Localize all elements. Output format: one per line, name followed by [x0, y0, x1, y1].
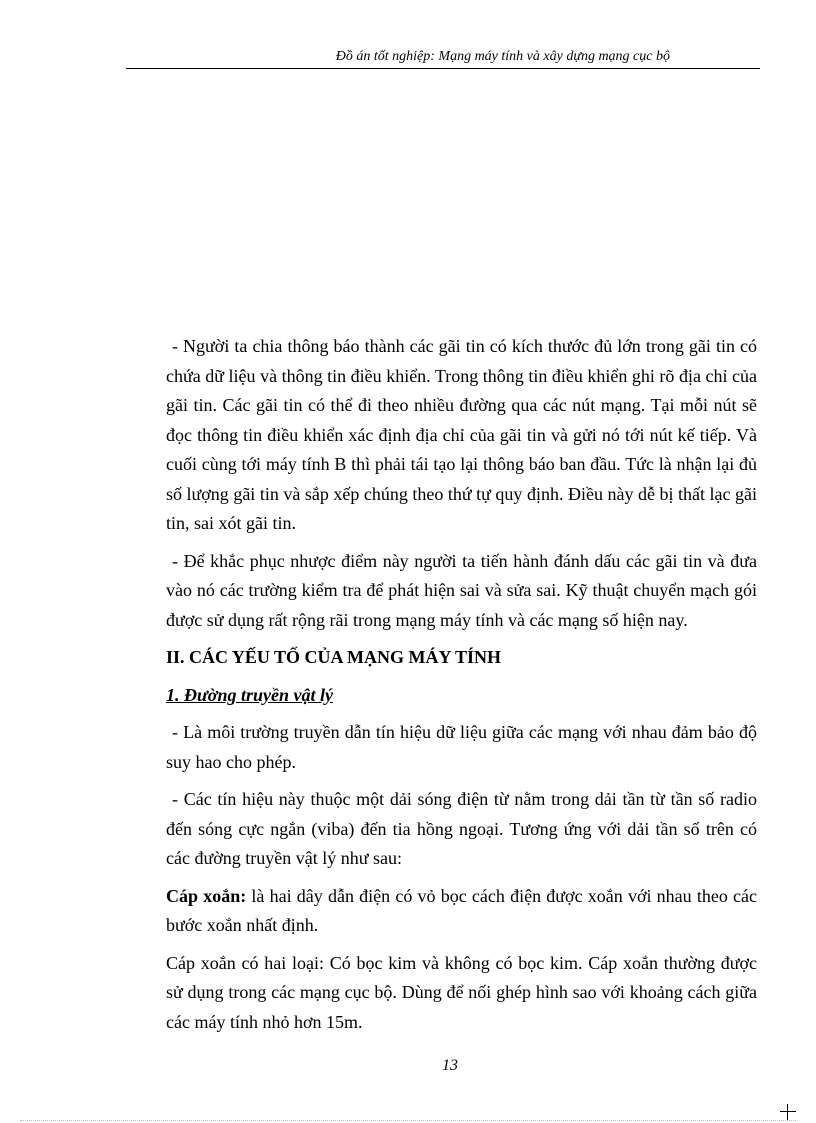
paragraph-twisted-pair: [166, 882, 757, 941]
running-header: Đồ án tốt nghiệp: Mạng máy tính và xây dựng mạng cục bộ: [335, 49, 670, 64]
page-number: 13: [442, 1057, 458, 1074]
paragraph-twisted-pair-types: Cáp xoắn có hai loại: Có bọc kim và không có bọc kim. Cáp xoắn thường được sử dụng trong các mạng cục bộ. Dùng để nối ghép hình sao với khoảng cách giữa các máy tính nhỏ hơn 15m.: [166, 952, 757, 1032]
bottom-dotted-rule: [20, 1120, 796, 1121]
page-body: [166, 332, 757, 1045]
header-rule: [126, 68, 760, 69]
paragraph-signal-band: - Các tín hiệu này thuộc một dải sóng điện từ nằm trong dải tần từ tần số radio đến sóng cực ngắn (viba) đến tia hồng ngoại. Tương ứng với dải tần số trên có các đường truyền vật lý như sau:: [166, 789, 757, 868]
paragraph-packet-split: - Người ta chia thông báo thành các gãi tin có kích thước đủ lớn trong gãi tin có chứa dữ liệu và thông tin điều khiển. Trong thông tin điều khiển ghi rõ địa chỉ của gãi tin. Các gãi tin có thể đi theo nhiều đường qua các nút mạng. Tại mỗi nút sẽ đọc thông tin điều khiển xác định địa chỉ của gãi tin và gửi nó tới nút kế tiếp. Và cuối cùng tới máy tính B thì phải tái tạo lại thông báo ban đầu. Tức là nhận lại đủ số lượng gãi tin và sắp xếp chúng theo thứ tự quy định. Điều này dễ bị thất lạc gãi tin, sai xót gãi tin.: [166, 336, 757, 533]
paragraph-medium: - Là môi trường truyền dẫn tín hiệu dữ liệu giữa các mạng với nhau đảm bảo độ suy hao cho phép.: [166, 722, 757, 772]
paragraph-packet-fix: - Để khắc phục nhược điểm này người ta tiến hành đánh dấu các gãi tin và đưa vào nó các trường kiểm tra để phát hiện sai và sửa sai. Kỹ thuật chuyển mạch gói được sử dụng rất rộng rãi trong mạng máy tính và các mạng số hiện nay.: [166, 550, 757, 630]
crop-mark: [780, 1104, 796, 1120]
subsection-heading: 1. Đường truyền vật lý: [166, 684, 333, 705]
section-heading: II. CÁC YẾU TỐ CỦA MẠNG MÁY TÍNH: [166, 647, 502, 667]
definition-twisted-pair: là hai dây dẫn điện có vỏ bọc cách điện được xoắn với nhau theo các bước xoắn nhất định.: [166, 885, 758, 935]
term-twisted-pair: Cáp xoắn:: [166, 885, 247, 906]
